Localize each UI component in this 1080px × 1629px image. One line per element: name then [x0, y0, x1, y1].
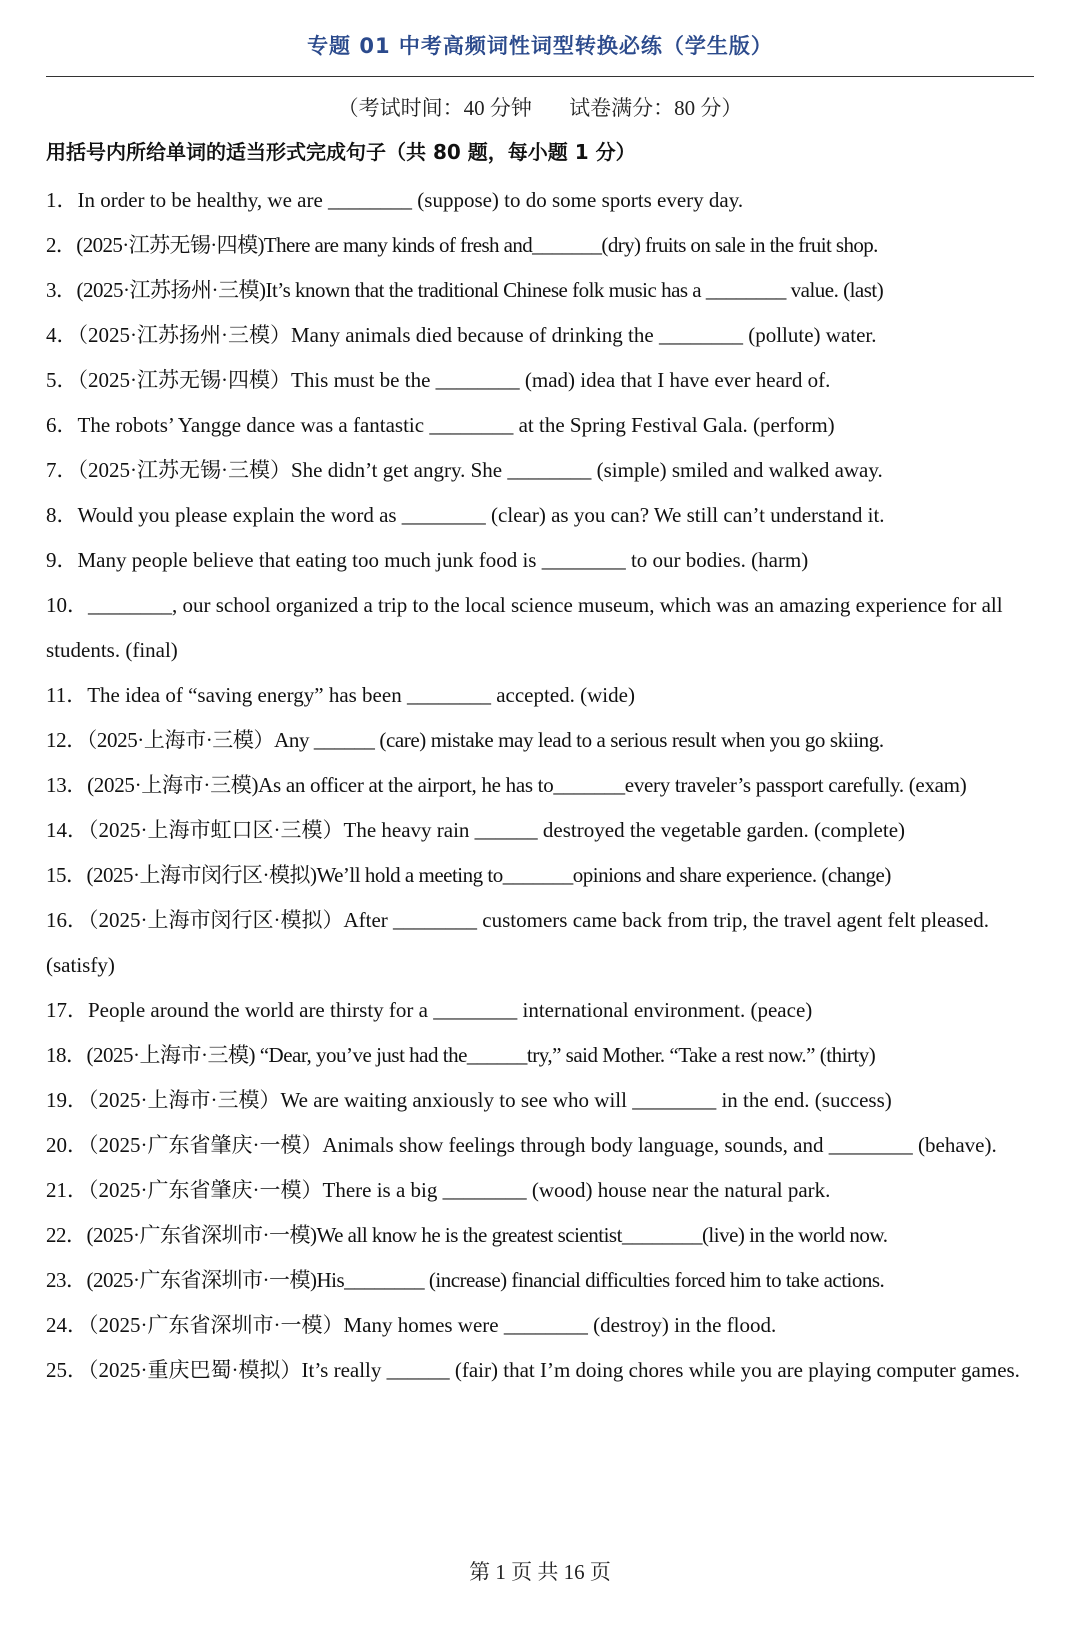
- question-22: 22．(2025·广东省深圳市·一模)We all know he is the greatest scientist________(live) in the world now.: [46, 1223, 888, 1247]
- full-score: 试卷满分：80 分）: [569, 96, 743, 120]
- question-15: 15．(2025·上海市闵行区·模拟)We’ll hold a meeting to_______opinions and share experience. (change): [46, 863, 891, 887]
- question-12: 12．（2025·上海市·三模）Any ______ (care) mistake may lead to a serious result when you go skiing.: [46, 728, 884, 752]
- document-title: 专题 01 中考高频词性词型转换必练（学生版）: [307, 34, 773, 58]
- question-19: 19．（2025·上海市·三模）We are waiting anxiously to see who will ________ in the end. (success): [46, 1088, 892, 1112]
- question-25: 25．（2025·重庆巴蜀·模拟）It’s really ______ (fair) that I’m doing chores while you are playing computer games.: [46, 1358, 1020, 1382]
- exam-info: [0, 92, 1080, 122]
- question-2: 2．(2025·江苏无锡·四模)There are many kinds of fresh and_______(dry) fruits on sale in the fruit shop.: [46, 233, 878, 257]
- question-11: 11．The idea of “saving energy” has been ________ accepted. (wide): [46, 683, 635, 707]
- question-7: 7．（2025·江苏无锡·三模）She didn’t get angry. She ________ (simple) smiled and walked away.: [46, 458, 883, 482]
- question-6: 6．The robots’ Yangge dance was a fantastic ________ at the Spring Festival Gala. (perform): [46, 413, 835, 437]
- question-13: 13．(2025·上海市·三模)As an officer at the airport, he has to_______every traveler’s passport carefully. (exam): [46, 773, 967, 797]
- question-9: 9．Many people believe that eating too much junk food is ________ to our bodies. (harm): [46, 548, 809, 572]
- question-18: 18．(2025·上海市·三模) “Dear, you’ve just had the______try,” said Mother. “Take a rest now.” (thirty): [46, 1043, 876, 1067]
- question-24: 24．（2025·广东省深圳市·一模）Many homes were ________ (destroy) in the flood.: [46, 1313, 777, 1337]
- exam-time: （考试时间：40 分钟: [337, 96, 532, 120]
- question-23: 23．(2025·广东省深圳市·一模)His________ (increase) financial difficulties forced him to take actions.: [46, 1268, 885, 1292]
- question-8: 8．Would you please explain the word as ________ (clear) as you can? We still can’t understand it.: [46, 503, 885, 527]
- instructions: 用括号内所给单词的适当形式完成句子（共 80 题，每小题 1 分）: [46, 140, 636, 164]
- header-divider: [46, 76, 1034, 77]
- question-list: [46, 178, 1034, 1393]
- question-16: 16．（2025·上海市闵行区·模拟）After ________ customers came back from trip, the travel agent felt pleased. (satisfy): [46, 908, 989, 977]
- question-14: 14．（2025·上海市虹口区·三模）The heavy rain ______ destroyed the vegetable garden. (complete): [46, 818, 906, 842]
- page-footer: 第 1 页 共 16 页: [469, 1560, 611, 1584]
- question-17: 17．People around the world are thirsty for a ________ international environment. (peace): [46, 998, 813, 1022]
- question-10: 10．________, our school organized a trip to the local science museum, which was an amazing experience for all students. (final): [46, 593, 1003, 662]
- question-21: 21．（2025·广东省肇庆·一模）There is a big ________ (wood) house near the natural park.: [46, 1178, 831, 1202]
- question-5: 5．（2025·江苏无锡·四模）This must be the ________ (mad) idea that I have ever heard of.: [46, 368, 831, 392]
- question-1: 1．In order to be healthy, we are ________ (suppose) to do some sports every day.: [46, 188, 744, 212]
- question-20: 20．（2025·广东省肇庆·一模）Animals show feelings through body language, sounds, and ________ (behave).: [46, 1133, 997, 1157]
- question-4: 4．（2025·江苏扬州·三模）Many animals died because of drinking the ________ (pollute) water.: [46, 323, 877, 347]
- question-3: 3．(2025·江苏扬州·三模)It’s known that the traditional Chinese folk music has a ________ value. (last): [46, 278, 884, 302]
